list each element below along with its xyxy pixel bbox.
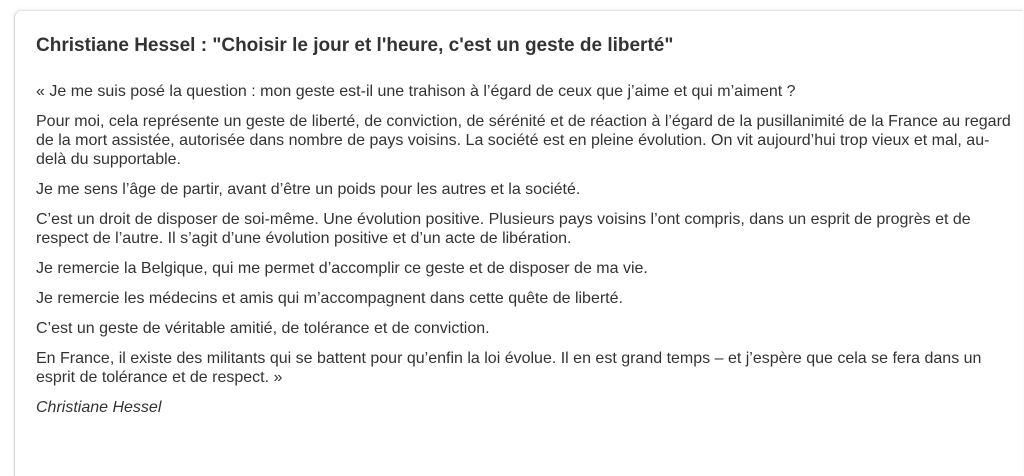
article-signature: Christiane Hessel bbox=[36, 399, 162, 416]
paragraph-thanks-belgium: Je remercie la Belgique, qui me permet d’accomplir ce geste et de disposer de ma vie. bbox=[36, 260, 648, 277]
paragraph-friendship: C’est un geste de véritable amitié, de tolérance et de conviction. bbox=[36, 320, 490, 337]
paragraph-age: Je me sens l’âge de partir, avant d’être un poids pour les autres et la société. bbox=[36, 181, 581, 198]
paragraph-france: En France, il existe des militants qui se battent pour qu’enfin la loi évolue. Il en est grand temps – et j’espère que cela se fera dans un esprit de tolérance et de respect. » bbox=[36, 350, 982, 386]
paragraph-liberty: Pour moi, cela représente un geste de liberté, de conviction, de sérénité et de réaction à l’égard de la pusillanimité de la France au regard de la mort assistée, autorisée dans nombre de pays voisins. La société est en pleine évolution. On vit aujourd’hui trop vieux et mal, au-delà du supportable. bbox=[36, 113, 1011, 168]
paragraph-thanks-doctors: Je remercie les médecins et amis qui m’accompagnent dans cette quête de liberté. bbox=[36, 290, 623, 307]
paragraph-question: « Je me suis posé la question : mon geste est-il une trahison à l’égard de ceux que j’aime et qui m’aiment ? bbox=[36, 83, 796, 100]
article-content bbox=[36, 33, 1011, 428]
paragraph-right: C’est un droit de disposer de soi-même. Une évolution positive. Plusieurs pays voisins l’ont compris, dans un esprit de progrès et de respect de l’autre. Il s’agit d’une évolution positive et d’un acte de libération. bbox=[36, 211, 971, 247]
article-title: Christiane Hessel : "Choisir le jour et l'heure, c'est un geste de liberté" bbox=[36, 35, 674, 56]
